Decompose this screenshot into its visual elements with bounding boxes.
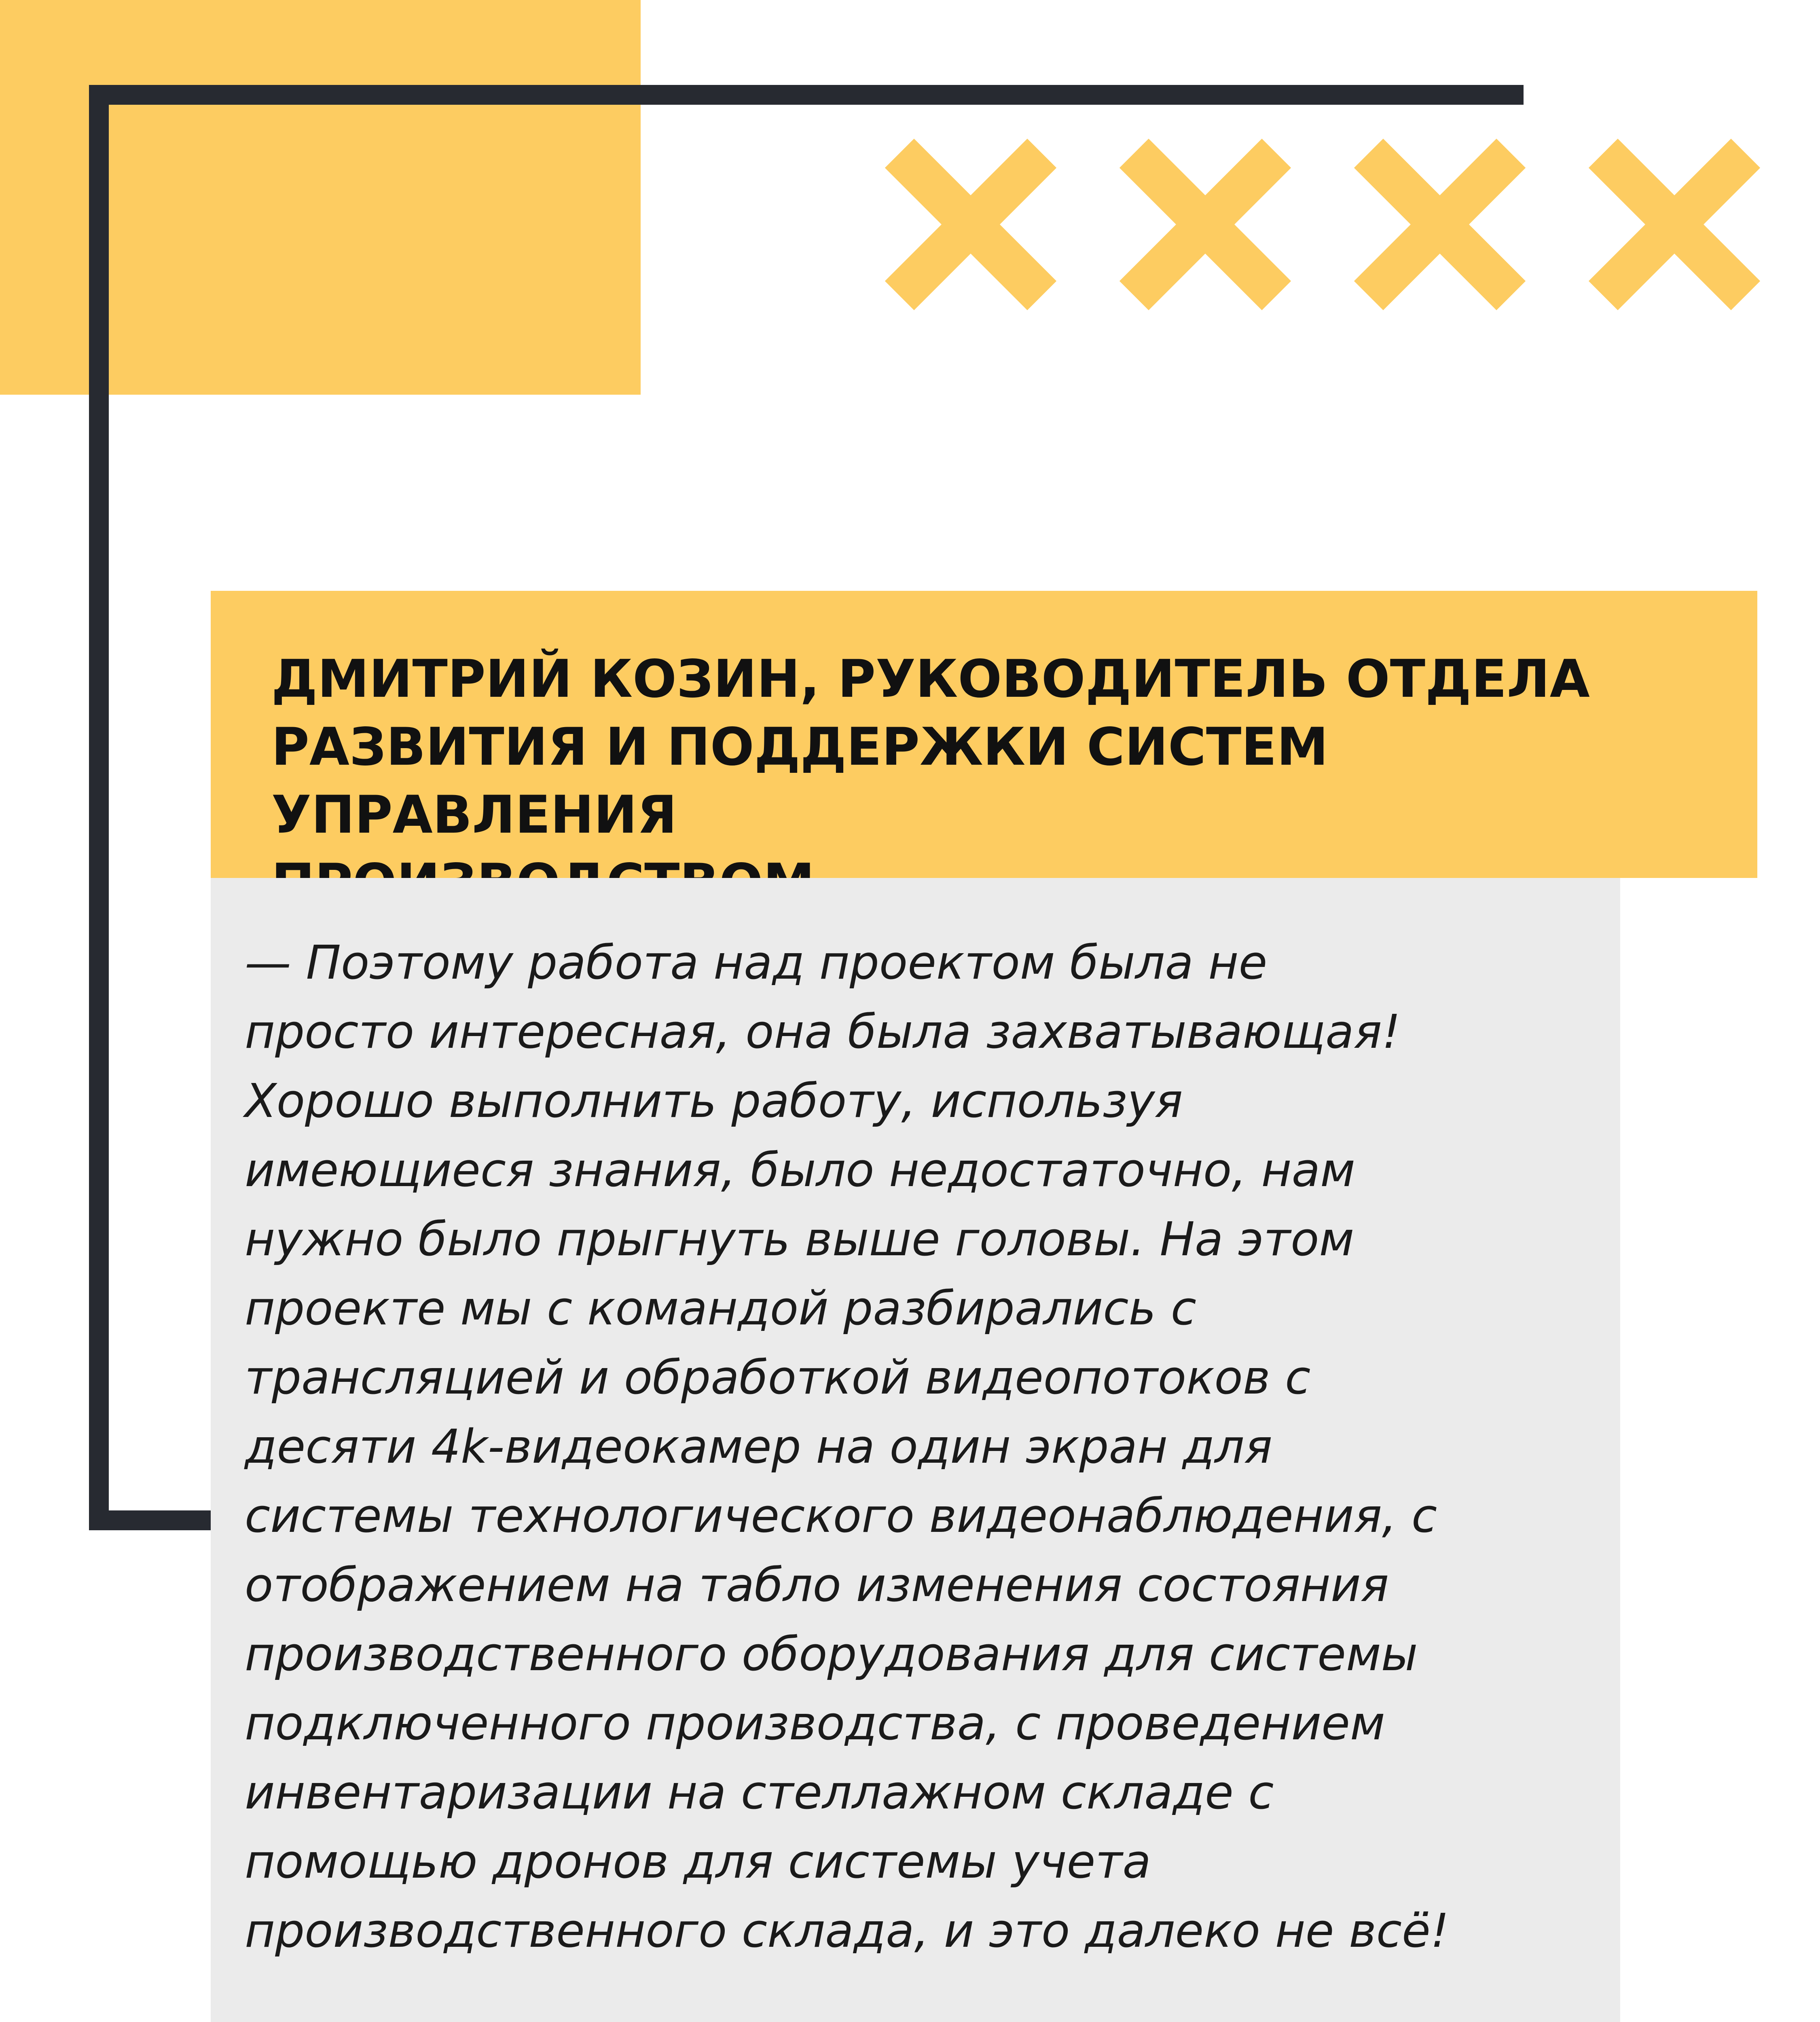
cross-icon: [1122, 142, 1288, 307]
decorative-frame-top-line: [89, 85, 1524, 105]
cross-icon: [1357, 142, 1523, 307]
quote-block: [211, 878, 1620, 2022]
decorative-frame-bottom-line: [89, 1510, 211, 1530]
cross-icon: [1591, 142, 1757, 307]
cross-icon: [888, 142, 1054, 307]
speaker-header: [211, 591, 1757, 878]
speaker-name-title: ДМИТРИЙ КОЗИН, РУКОВОДИТЕЛЬ ОТДЕЛА РАЗВИТИЯ И ПОДДЕРЖКИ СИСТЕМ УПРАВЛЕНИЯ: [271, 649, 1590, 845]
decorative-frame-left-line: [89, 85, 109, 1530]
quote-text: — Поэтому работа над проектом была не просто интересная, она была захватывающая! Хорошо выполнить работу, используя имеющиеся знания, было недостаточно, нам нужно было прыгнуть выше головы. На этом проекте мы с командой разбирались с трансляцией и обработкой видеопотоков с десяти 4k-видеокамер на один экран для системы технологического видеонаблюдения, с отображением на табло изменения состояния производственного оборудования для системы подключенного производства, с проведением инвентаризации на стеллажном складе с помощью дронов для системы учета производственного склада, и это далеко не всё!: [245, 936, 1449, 1958]
